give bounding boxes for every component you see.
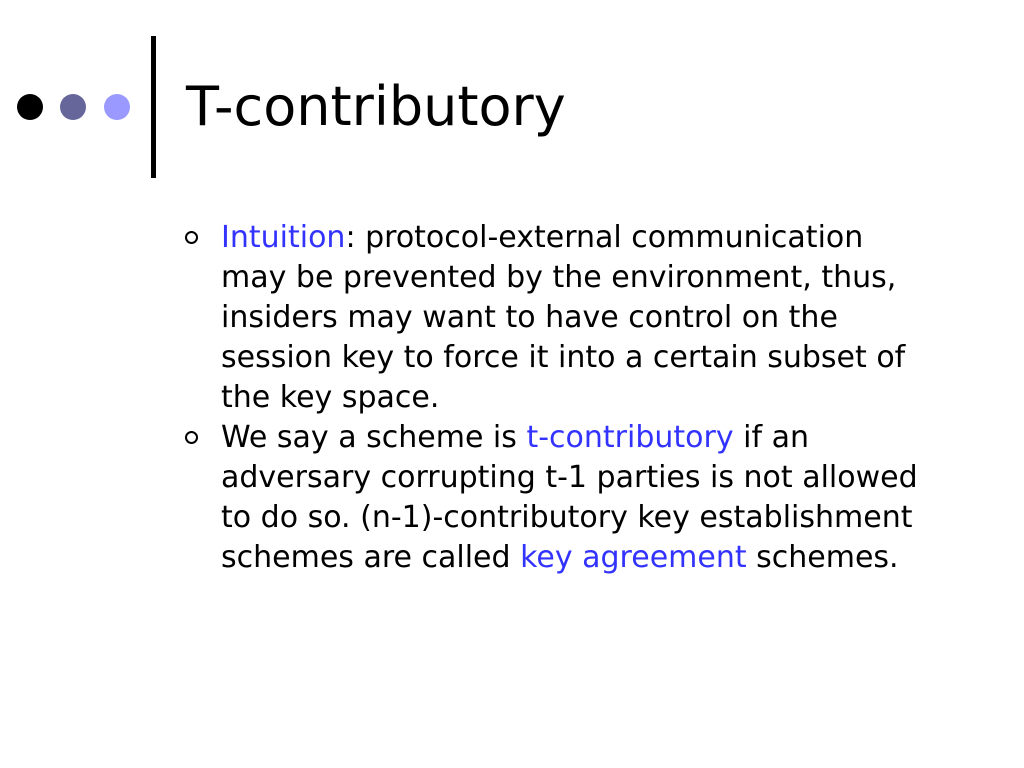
- decor-dot-black: [17, 94, 43, 120]
- bullet-text: We say a scheme is: [221, 420, 527, 455]
- bullet-intuition: [183, 218, 928, 418]
- bullet-text: : protocol-external communication may be prevented by the environment, thus, insiders may want to have control on the session key to force it into a certain subset of the key space.: [221, 220, 906, 415]
- bullet-circle-icon: [185, 231, 198, 244]
- term-intuition: Intuition: [221, 220, 346, 255]
- bullet-text: if an adversary corrupting t-1 parties is not allowed to do so. (n-1)-contributory key establishment schemes are called: [221, 420, 918, 575]
- decor-dot-lavender: [104, 94, 130, 120]
- bullet-circle-icon: [185, 431, 198, 444]
- title-divider: [151, 36, 156, 178]
- bullet-text: schemes.: [746, 540, 899, 575]
- decor-dot-slate: [60, 94, 86, 120]
- term-t-contributory: t-contributory: [526, 420, 734, 455]
- term-key-agreement: key agreement: [520, 540, 747, 575]
- bullet-definition: [183, 418, 928, 578]
- bullet-list: [183, 218, 928, 578]
- slide-title: T-contributory: [186, 75, 566, 138]
